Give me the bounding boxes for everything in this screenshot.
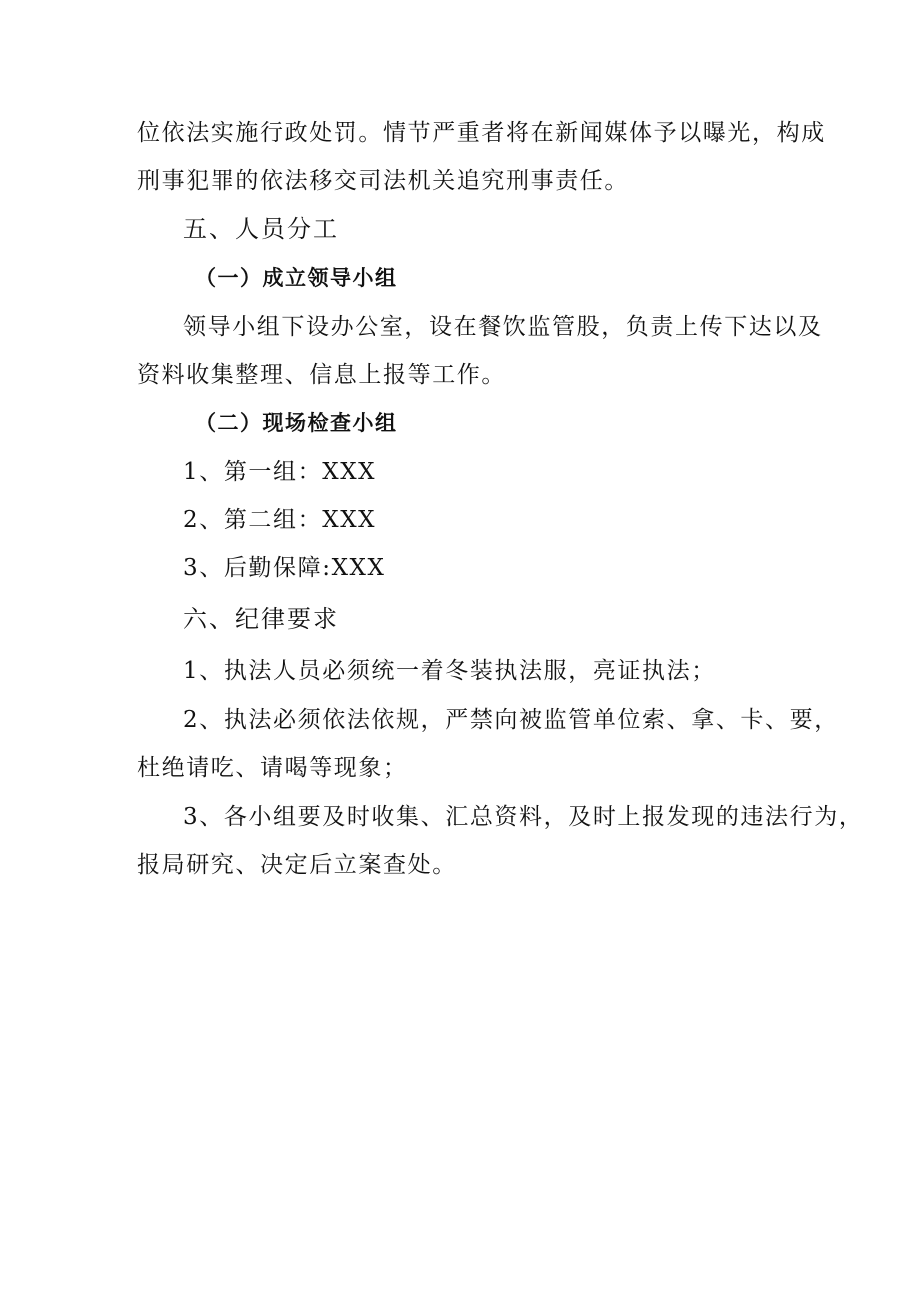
list-item: 2、执法必须依法依规，严禁向被监管单位索、拿、卡、要， [183,707,839,733]
list-item: 1、第一组：XXX [183,459,377,485]
section-heading-staffing: 五、人员分工 [183,215,339,243]
section-heading-discipline: 六、纪律要求 [183,605,339,633]
list-item: 3、后勤保障:XXX [183,555,386,581]
subheading-leadership-group: （一）成立领导小组 [195,266,398,290]
body-text-line: 领导小组下设办公室，设在餐饮监管股，负责上传下达以及 [183,314,823,340]
list-item-continuation: 报局研究、决定后立案查处。 [137,852,457,878]
body-text-line: 资料收集整理、信息上报等工作。 [137,362,506,388]
list-item: 3、各小组要及时收集、汇总资料，及时上报发现的违法行为， [183,804,864,830]
list-item-continuation: 杜绝请吃、请喝等现象； [137,755,408,781]
subheading-inspection-group: （二）现场检查小组 [195,411,398,435]
list-item: 2、第二组：XXX [183,507,377,533]
body-text-line: 刑事犯罪的依法移交司法机关追究刑事责任。 [137,168,629,194]
list-item: 1、执法人员必须统一着冬装执法服，亮证执法； [183,658,716,684]
body-text-line: 位依法实施行政处罚。情节严重者将在新闻媒体予以曝光，构成 [137,120,826,146]
